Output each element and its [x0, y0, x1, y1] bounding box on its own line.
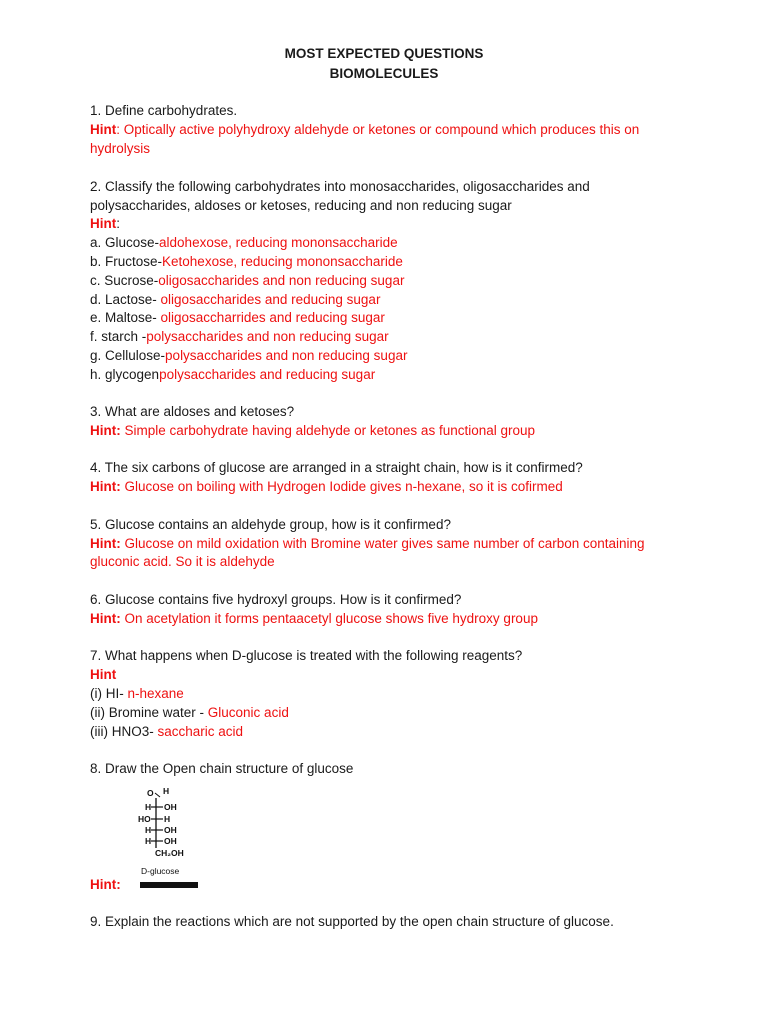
- hint-1-continued: hydrolysis: [90, 141, 151, 156]
- item-answer: polysaccharides and non reducing sugar: [165, 348, 408, 363]
- question-2-continued: polysaccharides, aldoses or ketoses, reducing and non reducing sugar: [90, 198, 512, 213]
- question-4: 4. The six carbons of glucose are arranged in a straight chain, how is it confirmed?: [90, 460, 583, 475]
- question-1: 1. Define carbohydrates.: [90, 103, 238, 118]
- item-answer: polysaccharides and non reducing sugar: [146, 329, 389, 344]
- document-subtitle: BIOMOLECULES: [329, 66, 439, 81]
- item-answer: oligosaccharides and non reducing sugar: [158, 273, 405, 288]
- item-answer: Ketohexose, reducing mononsaccharide: [162, 254, 403, 269]
- question-5: 5. Glucose contains an aldehyde group, how is it confirmed?: [90, 517, 451, 532]
- hint-label: Hint: [90, 122, 117, 137]
- struct-left: HO: [138, 814, 151, 824]
- struct-left: H: [145, 825, 152, 835]
- hint-label: Hint:: [90, 536, 121, 551]
- item-prefix: e. Maltose-: [90, 310, 161, 325]
- struct-top-o: O: [147, 788, 154, 798]
- item-prefix: h. glycogen: [90, 367, 160, 382]
- struct-top-h: H: [163, 786, 170, 796]
- list-item: [90, 291, 380, 309]
- hint-text: Glucose on boiling with Hydrogen Iodide gives n-hexane, so it is cofirmed: [120, 479, 563, 494]
- list-item: [90, 272, 404, 290]
- item-answer: n-hexane: [127, 686, 184, 701]
- list-item: [90, 704, 289, 722]
- item-prefix: a. Glucose-: [90, 235, 160, 250]
- hint-3: [90, 422, 535, 440]
- hint-label: Hint:: [90, 479, 121, 494]
- hint-5-continued: gluconic acid. So it is aldehyde: [90, 554, 275, 569]
- struct-bottom: CH₂OH: [155, 848, 184, 858]
- hint-2: [90, 215, 120, 233]
- hint-5: [90, 535, 645, 553]
- hint-4: [90, 478, 563, 496]
- list-item: [90, 347, 407, 365]
- question-6: 6. Glucose contains five hydroxyl groups. How is it confirmed?: [90, 592, 462, 607]
- struct-bond: [155, 793, 160, 797]
- list-item: [90, 328, 389, 346]
- item-answer: oligosaccharides and reducing sugar: [160, 292, 381, 307]
- list-item: [90, 234, 398, 252]
- hint-7-label: Hint: [90, 667, 117, 682]
- hint-8-label: Hint:: [90, 877, 121, 892]
- struct-right: OH: [164, 836, 177, 846]
- struct-caption: D-glucose: [141, 866, 180, 876]
- list-item: [90, 366, 375, 384]
- list-item: [90, 685, 184, 703]
- item-answer: saccharic acid: [157, 724, 244, 739]
- question-8: 8. Draw the Open chain structure of glucose: [90, 761, 354, 776]
- list-item: [90, 723, 243, 741]
- question-2: 2. Classify the following carbohydrates into monosaccharides, oligosaccharides and: [90, 179, 590, 194]
- item-answer: Gluconic acid: [207, 705, 289, 720]
- struct-left: H: [145, 836, 152, 846]
- list-item: [90, 309, 385, 327]
- struct-right: H: [164, 814, 171, 824]
- hint-label: Hint:: [90, 611, 121, 626]
- hint-text: Simple carbohydrate having aldehyde or ketones as functional group: [120, 423, 536, 438]
- hint-label: Hint:: [90, 423, 121, 438]
- glucose-structure-image: [133, 784, 199, 890]
- item-answer: polysaccharides and reducing sugar: [159, 367, 376, 382]
- struct-right: OH: [164, 802, 177, 812]
- hint-text: Glucose on mild oxidation with Bromine water gives same number of carbon containing: [120, 536, 645, 551]
- question-9: 9. Explain the reactions which are not supported by the open chain structure of glucose.: [90, 914, 614, 929]
- struct-left: H: [145, 802, 152, 812]
- item-prefix: c. Sucrose-: [90, 273, 159, 288]
- hint-1: [90, 121, 639, 139]
- hint-6: [90, 610, 538, 628]
- list-item: [90, 253, 403, 271]
- hint-label: Hint: [90, 216, 117, 231]
- item-prefix: (iii) HNO3-: [90, 724, 158, 739]
- item-answer: oligosaccharrides and reducing sugar: [160, 310, 385, 325]
- question-3: 3. What are aldoses and ketoses?: [90, 404, 295, 419]
- item-prefix: (ii) Bromine water -: [90, 705, 208, 720]
- caption-bar: [140, 882, 198, 888]
- item-prefix: f. starch -: [90, 329, 147, 344]
- item-prefix: g. Cellulose-: [90, 348, 166, 363]
- item-prefix: d. Lactose-: [90, 292, 161, 307]
- hint-text: : Optically active polyhydroxy aldehyde or ketones or compound which produces this on: [116, 122, 640, 137]
- struct-right: OH: [164, 825, 177, 835]
- document-title: MOST EXPECTED QUESTIONS: [284, 46, 484, 61]
- question-7: 7. What happens when D-glucose is treated with the following reagents?: [90, 648, 523, 663]
- hint-text: On acetylation it forms pentaacetyl glucose shows five hydroxy group: [120, 611, 538, 626]
- item-prefix: b. Fructose-: [90, 254, 163, 269]
- hint-colon: :: [116, 216, 121, 231]
- item-prefix: (i) HI-: [90, 686, 128, 701]
- item-answer: aldohexose, reducing mononsaccharide: [159, 235, 398, 250]
